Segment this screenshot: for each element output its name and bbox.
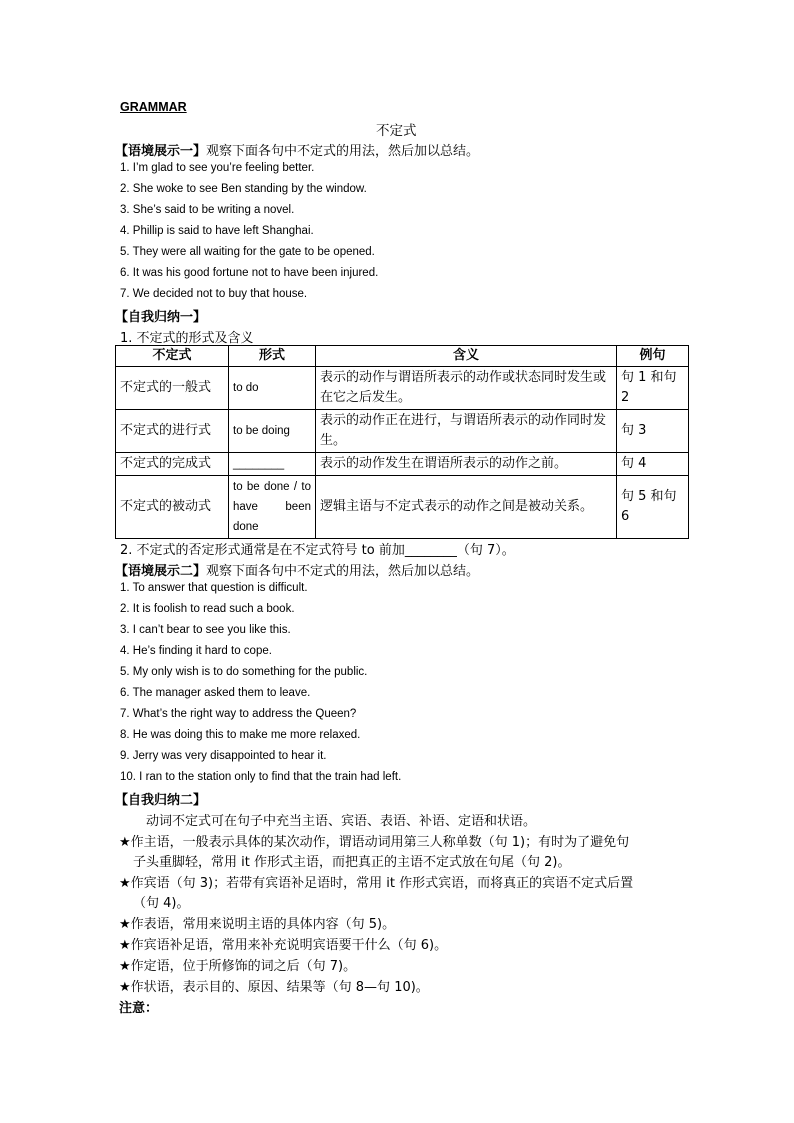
- table-cell-form: to be doing: [229, 410, 316, 453]
- summary2-point: ★作定语，位于所修饰的词之后（句 7)。: [119, 959, 357, 974]
- table-cell-meaning: 表示的动作正在进行，与谓语所表示的动作同时发生。: [316, 410, 617, 453]
- s2-sentence: 2. It is foolish to read such a book.: [120, 603, 295, 615]
- page-title: 不定式: [376, 123, 417, 139]
- s2-sentence: 4. He’s finding it hard to cope.: [120, 645, 272, 657]
- s2-sentence: 6. The manager asked them to leave.: [120, 687, 311, 699]
- summary1-item1: 1. 不定式的形式及含义: [120, 331, 254, 346]
- table-cell-name: 不定式的一般式: [116, 367, 229, 410]
- table-cell-example: 句 5 和句 6: [617, 476, 689, 539]
- summary2-intro: 动词不定式可在句子中充当主语、宾语、表语、补语、定语和状语。: [146, 814, 537, 829]
- summary2-point: ★作宾语（句 3)；若带有宾语补足语时，常用 it 作形式宾语，而将真正的宾语不定式后置: [119, 876, 634, 891]
- table-cell-form-blank: ________: [229, 453, 316, 476]
- table-row: [116, 453, 689, 476]
- summary1-item2: 2. 不定式的否定形式通常是在不定式符号 to 前加________（句 7）。: [120, 543, 515, 558]
- summary2-point-continued: 子头重脚轻，常用 it 作形式主语，而把真正的主语不定式放在句尾（句 2)。: [133, 855, 571, 870]
- summary2-point: ★作表语，常用来说明主语的具体内容（句 5)。: [119, 917, 396, 932]
- s2-sentence: 5. My only wish is to do something for the public.: [120, 666, 368, 678]
- table-row: [116, 476, 689, 539]
- table-cell-form: to be done / to have been done: [229, 476, 316, 539]
- table-cell-meaning: 逻辑主语与不定式表示的动作之间是被动关系。: [316, 476, 617, 539]
- table-cell-form: to do: [229, 367, 316, 410]
- table-cell-name: 不定式的完成式: [116, 453, 229, 476]
- summary1-label: 【自我归纳一】: [115, 310, 207, 325]
- section2-desc: 观察下面各句中不定式的用法，然后加以总结。: [206, 564, 480, 579]
- summary2-point: ★作主语，一般表示具体的某次动作，谓语动词用第三人称单数（句 1)；有时为了避免句: [119, 835, 630, 850]
- s2-sentence: 9. Jerry was very disappointed to hear it.: [120, 750, 327, 762]
- s1-sentence: 1. I’m glad to see you’re feeling better.: [120, 162, 315, 174]
- section1-heading: [115, 140, 479, 159]
- summary2-label: 【自我归纳二】: [115, 793, 207, 808]
- section1-label: 【语境展示一】: [115, 144, 207, 159]
- table-cell-name: 不定式的进行式: [116, 410, 229, 453]
- table-cell-name: 不定式的被动式: [116, 476, 229, 539]
- infinitive-forms-table: [115, 345, 689, 539]
- table-cell-example: 句 1 和句 2: [617, 367, 689, 410]
- table-cell-meaning: 表示的动作发生在谓语所表示的动作之前。: [316, 453, 617, 476]
- s2-sentence: 10. I ran to the station only to find that the train had left.: [120, 771, 402, 783]
- note-label: 注意：: [119, 1001, 159, 1016]
- summary2-point-continued: （句 4)。: [133, 896, 190, 911]
- s1-sentence: 3. She’s said to be writing a novel.: [120, 204, 295, 216]
- table-header-row: [116, 346, 689, 367]
- grammar-heading: GRAMMAR: [120, 100, 187, 114]
- s1-sentence: 5. They were all waiting for the gate to be opened.: [120, 246, 375, 258]
- table-header: 例句: [617, 346, 689, 367]
- table-header: 含义: [316, 346, 617, 367]
- s2-sentence: 8. He was doing this to make me more relaxed.: [120, 729, 361, 741]
- summary2-point: ★作宾语补足语，常用来补充说明宾语要干什么（句 6)。: [119, 938, 448, 953]
- s1-sentence: 7. We decided not to buy that house.: [120, 288, 308, 300]
- section1-desc: 观察下面各句中不定式的用法，然后加以总结。: [206, 144, 480, 159]
- table-row: [116, 367, 689, 410]
- table-row: [116, 410, 689, 453]
- table-cell-example: 句 4: [617, 453, 689, 476]
- table-header: 形式: [229, 346, 316, 367]
- table-header: 不定式: [116, 346, 229, 367]
- s2-sentence: 1. To answer that question is difficult.: [120, 582, 308, 594]
- s2-sentence: 7. What’s the right way to address the Queen?: [120, 708, 357, 720]
- s1-sentence: 6. It was his good fortune not to have been injured.: [120, 267, 379, 279]
- section2-heading: [115, 560, 479, 579]
- s1-sentence: 4. Phillip is said to have left Shanghai.: [120, 225, 314, 237]
- s2-sentence: 3. I can’t bear to see you like this.: [120, 624, 291, 636]
- s1-sentence: 2. She woke to see Ben standing by the window.: [120, 183, 367, 195]
- summary2-point: ★作状语，表示目的、原因、结果等（句 8—句 10)。: [119, 980, 429, 995]
- table-cell-meaning: 表示的动作与谓语所表示的动作或状态同时发生或在它之后发生。: [316, 367, 617, 410]
- section2-label: 【语境展示二】: [115, 564, 207, 579]
- table-cell-example: 句 3: [617, 410, 689, 453]
